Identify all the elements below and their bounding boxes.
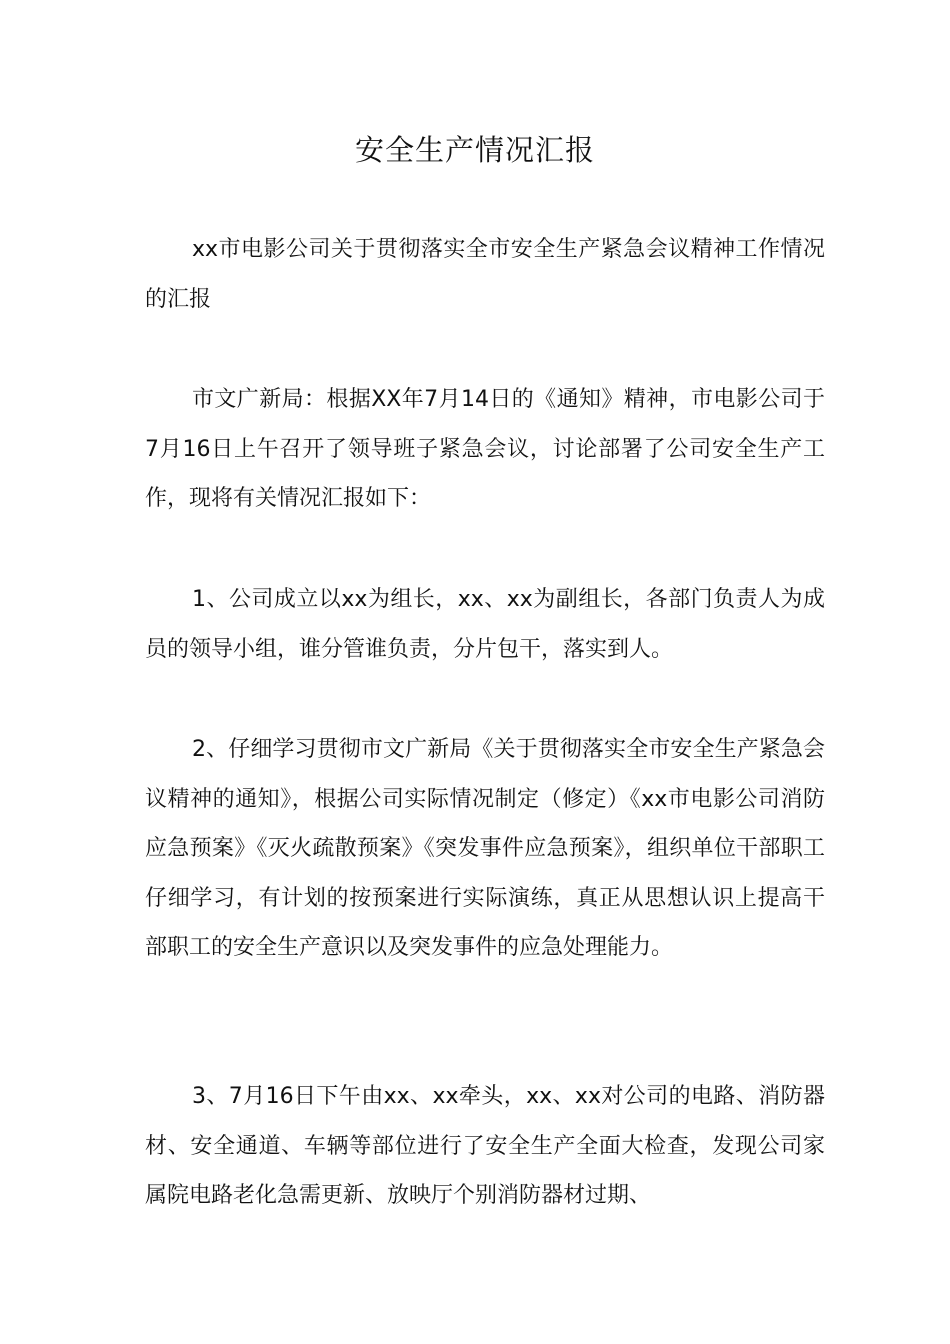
item-3-paragraph: 3、7月16日下午由xx、xx牵头，xx、xx对公司的电路、消防器材、安全通道、车辆等部位进行了安全生产全面大检查，发现公司家属院电路老化急需更新、放映厅个别消防器材过期、 — [145, 1084, 825, 1208]
document-title: 安全生产情况汇报 — [354, 133, 595, 167]
item-1-paragraph: 1、公司成立以xx为组长，xx、xx为副组长，各部门负责人为成员的领导小组，谁分管谁负责，分片包干，落实到人。 — [145, 587, 825, 662]
report-subtitle-paragraph: xx市电影公司关于贯彻落实全市安全生产紧急会议精神工作情况的汇报 — [145, 237, 825, 312]
item-2-paragraph: 2、仔细学习贯彻市文广新局《关于贯彻落实全市安全生产紧急会议精神的通知》，根据公司实际情况制定（修定）《xx市电影公司消防应急预案》《灭火疏散预案》《突发事件应急预案》，组织单位干部职工仔细学习，有计划的按预案进行实际演练，真正从思想认识上提高干部职工的安全生产意识以及突发事件的应急处理能力。 — [145, 737, 825, 960]
intro-paragraph: 市文广新局：根据XX年7月14日的《通知》精神，市电影公司于7月16日上午召开了领导班子紧急会议，讨论部署了公司安全生产工作，现将有关情况汇报如下： — [145, 387, 825, 511]
